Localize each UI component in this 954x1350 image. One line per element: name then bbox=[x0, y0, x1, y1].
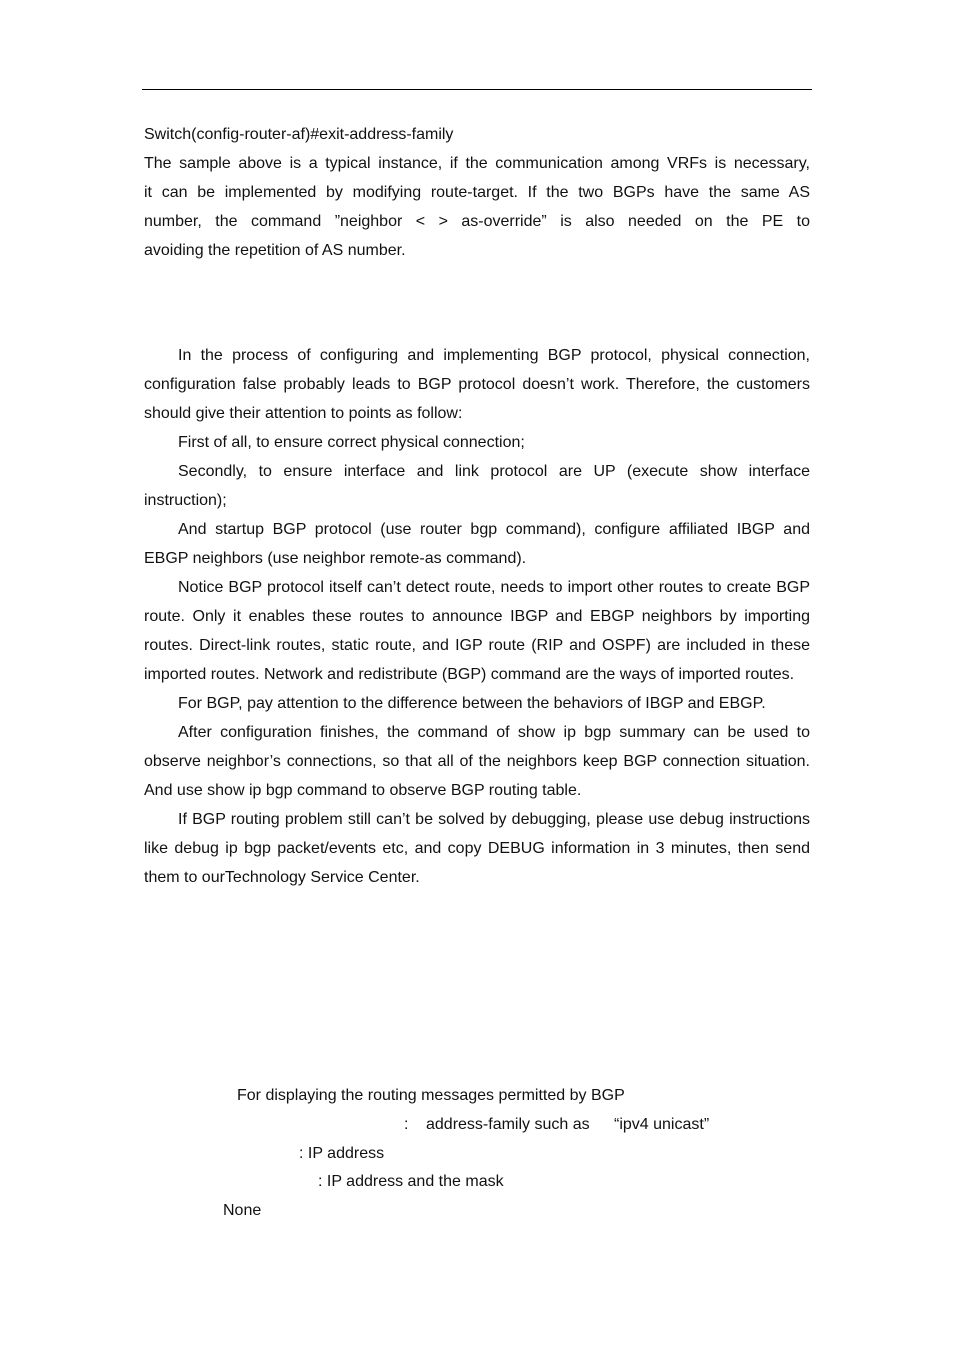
troubleshooting-paragraph: For BGP, pay attention to the difference between the behaviors of IBGP and EBGP. bbox=[178, 695, 766, 712]
intro-text-line: number, the command ”neighbor < > as-override” is also needed on the PE to bbox=[144, 213, 810, 230]
param-afi-example: “ipv4 unicast” bbox=[614, 1116, 710, 1133]
intro-section bbox=[144, 120, 810, 265]
troubleshooting-section bbox=[144, 341, 810, 892]
param-ip-text: : IP address bbox=[299, 1145, 385, 1162]
param-colon: : bbox=[404, 1116, 409, 1133]
troubleshooting-paragraph: After configuration finishes, the command of show ip bgp summary can be used to observe neighbor’s connections, so that all of the neighbors keep BGP connection situation. And use show ip bgp command to observe BGP routing table. bbox=[144, 724, 810, 799]
troubleshooting-paragraph: If BGP routing problem still can’t be solved by debugging, please use debug instructions like debug ip bgp packet/events etc, and copy DEBUG information in 3 minutes, then send them to ourTechnology Service Center. bbox=[144, 811, 810, 886]
intro-text-line: it can be implemented by modifying route-target. If the two BGPs have the same AS bbox=[144, 184, 810, 201]
command-function-text: For displaying the routing messages permitted by BGP bbox=[237, 1087, 625, 1104]
intro-text-line: avoiding the repetition of AS number. bbox=[144, 242, 406, 259]
default-value-text: None bbox=[223, 1202, 262, 1219]
header-rule bbox=[142, 89, 812, 90]
troubleshooting-paragraph: And startup BGP protocol (use router bgp command), configure affiliated IBGP and EBGP neighbors (use neighbor remote-as command). bbox=[144, 521, 810, 567]
config-command-line: Switch(config-router-af)#exit-address-family bbox=[144, 126, 454, 143]
param-afi-text: address-family such as bbox=[426, 1116, 590, 1133]
troubleshooting-paragraph: In the process of configuring and implementing BGP protocol, physical connection, configuration false probably leads to BGP protocol doesn’t work. Therefore, the customers should give their attention to points as follow: bbox=[144, 347, 810, 422]
param-mask-text: : IP address and the mask bbox=[318, 1173, 504, 1190]
troubleshooting-paragraph: Secondly, to ensure interface and link protocol are UP (execute show interface instruction); bbox=[144, 463, 810, 509]
troubleshooting-paragraph: First of all, to ensure correct physical connection; bbox=[178, 434, 525, 451]
troubleshooting-paragraph: Notice BGP protocol itself can’t detect route, needs to import other routes to create BGP route. Only it enables these routes to announce IBGP and EBGP neighbors by importing routes. Direct-link routes, static route, and IGP route (RIP and OSPF) are included in these imported routes. Network and redistribute (BGP) command are the ways of imported routes. bbox=[144, 579, 810, 683]
intro-text-line: The sample above is a typical instance, if the communication among VRFs is necessary, bbox=[144, 155, 810, 172]
